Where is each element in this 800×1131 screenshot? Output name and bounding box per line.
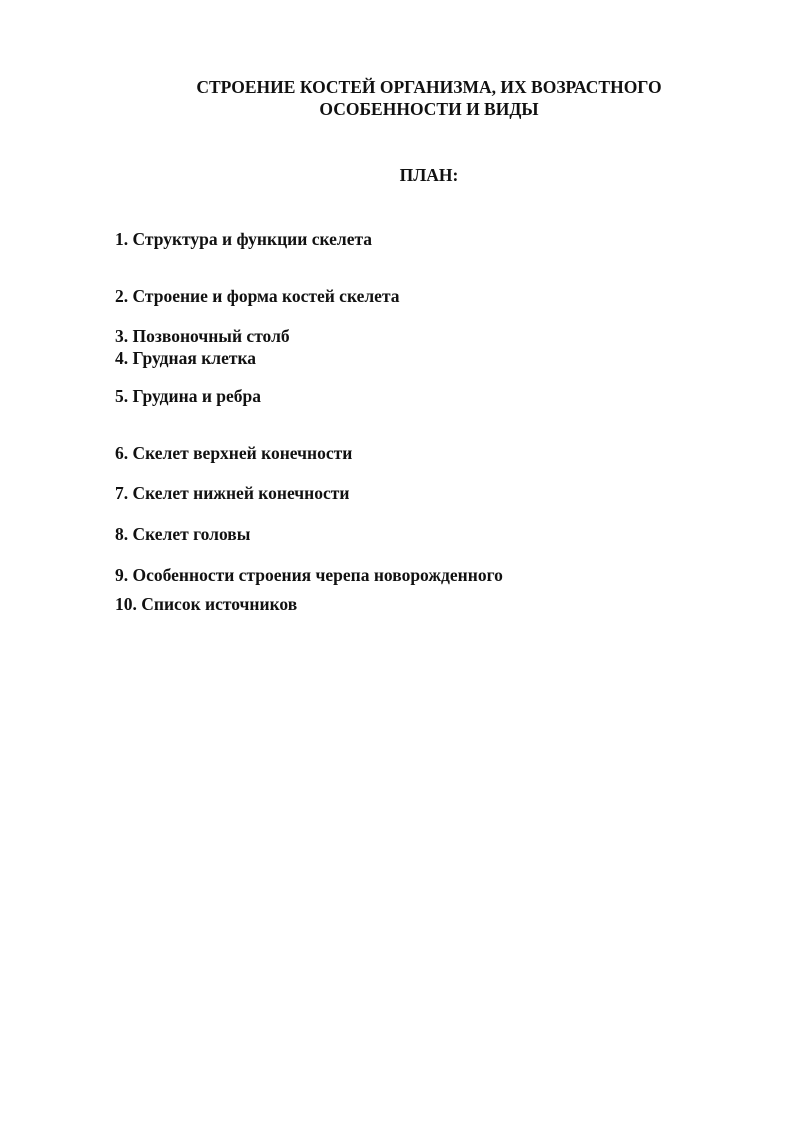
title-line-2: ОСОБЕННОСТИ И ВИДЫ: [319, 99, 539, 119]
plan-item: 3. Позвоночный столб: [115, 326, 290, 346]
plan-item: 7. Скелет нижней конечности: [115, 483, 350, 503]
plan-item: 4. Грудная клетка: [115, 348, 257, 368]
plan-item: 1. Структура и функции скелета: [115, 229, 373, 249]
plan-heading: ПЛАН:: [399, 165, 459, 185]
plan-item: 2. Строение и форма костей скелета: [115, 286, 400, 306]
title-line-1: СТРОЕНИЕ КОСТЕЙ ОРГАНИЗМА, ИХ ВОЗРАСТНОГО: [196, 77, 662, 97]
plan-item: 10. Список источников: [115, 594, 298, 614]
plan-item: 9. Особенности строения черепа новорожденного: [115, 565, 503, 585]
plan-item: 5. Грудина и ребра: [115, 386, 262, 406]
plan-item: 8. Скелет головы: [115, 524, 251, 544]
document-title: [0, 76, 800, 120]
plan-item: 6. Скелет верхней конечности: [115, 443, 353, 463]
